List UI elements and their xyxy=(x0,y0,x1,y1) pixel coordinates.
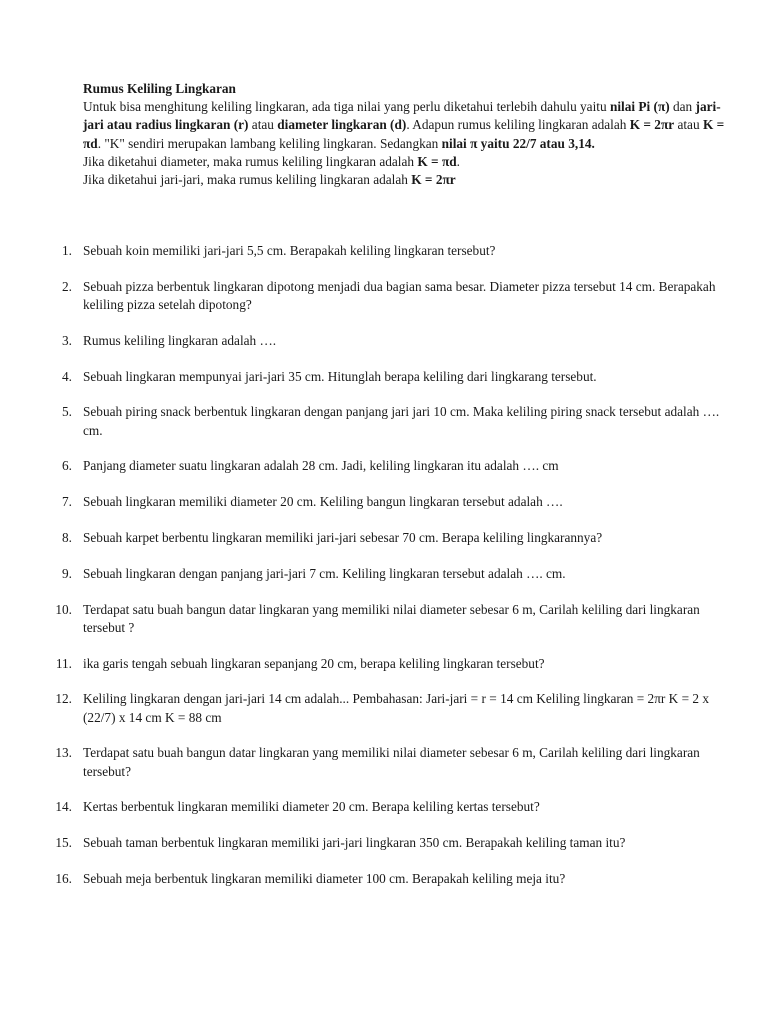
question-item xyxy=(0,493,768,511)
question-text: Rumus keliling lingkaran adalah …. xyxy=(83,332,277,348)
intro-paragraph: Untuk bisa menghitung keliling lingkaran, ada tiga nilai yang perlu diketahui terlebih dahulu yaitu nilai Pi (π) dan jari-jari atau radius lingkaran (r) atau diameter lingkaran (d). Adapun rumus keliling lingkaran adalah K = 2πr atau K = πd. "K" sendiri merupakan lambang keliling lingkaran. Sedangkan nilai π yaitu 22/7 atau 3,14. xyxy=(83,99,725,151)
question-item xyxy=(0,332,768,350)
question-text: Sebuah karpet berbentu lingkaran memiliki jari-jari sebesar 70 cm. Berapa keliling lingkarannya? xyxy=(83,529,603,545)
question-number: 7. xyxy=(62,494,72,510)
question-text: Terdapat satu buah bangun datar lingkaran yang memiliki nilai diameter sebesar 6 m, Carilah keliling dari lingkaran tersebut? xyxy=(83,745,700,779)
question-number: 9. xyxy=(62,565,72,581)
question-text: Sebuah taman berbentuk lingkaran memiliki jari-jari lingkaran 350 cm. Berapakah keliling taman itu? xyxy=(83,835,626,851)
intro-section xyxy=(83,80,733,189)
question-item xyxy=(0,655,768,673)
formula-line-diameter: Jika diketahui diameter, maka rumus keliling lingkaran adalah K = πd. xyxy=(83,153,460,169)
question-item xyxy=(0,565,768,583)
question-text: Sebuah meja berbentuk lingkaran memiliki diameter 100 cm. Berapakah keliling meja itu? xyxy=(83,870,566,886)
question-item xyxy=(0,870,768,888)
question-item xyxy=(0,601,768,637)
question-item xyxy=(0,529,768,547)
question-item xyxy=(0,744,768,780)
formula-line-radius: Jika diketahui jari-jari, maka rumus keliling lingkaran adalah K = 2πr xyxy=(83,172,456,188)
question-text: Sebuah lingkaran memiliki diameter 20 cm. Keliling bangun lingkaran tersebut adalah …. xyxy=(83,494,563,510)
question-text: Panjang diameter suatu lingkaran adalah 28 cm. Jadi, keliling lingkaran itu adalah …. cm xyxy=(83,458,559,474)
question-list xyxy=(0,242,768,906)
question-number: 8. xyxy=(62,529,72,545)
question-item xyxy=(0,690,768,726)
question-item xyxy=(0,798,768,816)
question-text: Sebuah lingkaran dengan panjang jari-jari 7 cm. Keliling lingkaran tersebut adalah …. cm. xyxy=(83,565,566,581)
question-number: 2. xyxy=(62,278,72,294)
question-text: Sebuah koin memiliki jari-jari 5,5 cm. Berapakah keliling lingkaran tersebut? xyxy=(83,243,496,258)
question-item xyxy=(0,403,768,439)
question-number: 6. xyxy=(62,458,72,474)
question-text: Terdapat satu buah bangun datar lingkaran yang memiliki nilai diameter sebesar 6 m, Carilah keliling dari lingkaran tersebut ? xyxy=(83,601,700,635)
question-text: Sebuah lingkaran mempunyai jari-jari 35 cm. Hitunglah berapa keliling dari lingkarang tersebut. xyxy=(83,368,597,384)
question-text: Sebuah pizza berbentuk lingkaran dipotong menjadi dua bagian sama besar. Diameter pizza tersebut 14 cm. Berapakah keliling pizza setelah dipotong? xyxy=(83,278,716,312)
question-text: Keliling lingkaran dengan jari-jari 14 cm adalah... Pembahasan: Jari-jari = r = 14 cm Keliling lingkaran = 2πr K = 2 x (22/7) x 14 cm K = 88 cm xyxy=(83,691,710,725)
question-item xyxy=(0,368,768,386)
question-number: 14. xyxy=(55,799,72,815)
question-number: 4. xyxy=(62,368,72,384)
question-number: 13. xyxy=(55,745,72,761)
question-item xyxy=(0,457,768,475)
question-number: 15. xyxy=(55,835,72,851)
question-text: Kertas berbentuk lingkaran memiliki diameter 20 cm. Berapa keliling kertas tersebut? xyxy=(83,799,540,815)
question-item xyxy=(0,834,768,852)
question-number: 3. xyxy=(62,332,72,348)
section-title: Rumus Keliling Lingkaran xyxy=(83,81,236,96)
question-number: 10. xyxy=(55,601,72,617)
question-number: 12. xyxy=(55,691,72,707)
question-text: ika garis tengah sebuah lingkaran sepanjang 20 cm, berapa keliling lingkaran tersebut? xyxy=(83,655,545,671)
question-number: 1. xyxy=(62,243,72,258)
question-number: 5. xyxy=(62,404,72,420)
question-number: 16. xyxy=(55,870,72,886)
question-text: Sebuah piring snack berbentuk lingkaran dengan panjang jari jari 10 cm. Maka keliling piring snack tersebut adalah …. cm. xyxy=(83,404,720,438)
question-item xyxy=(0,242,768,260)
question-number: 11. xyxy=(55,655,72,671)
question-item xyxy=(0,278,768,314)
